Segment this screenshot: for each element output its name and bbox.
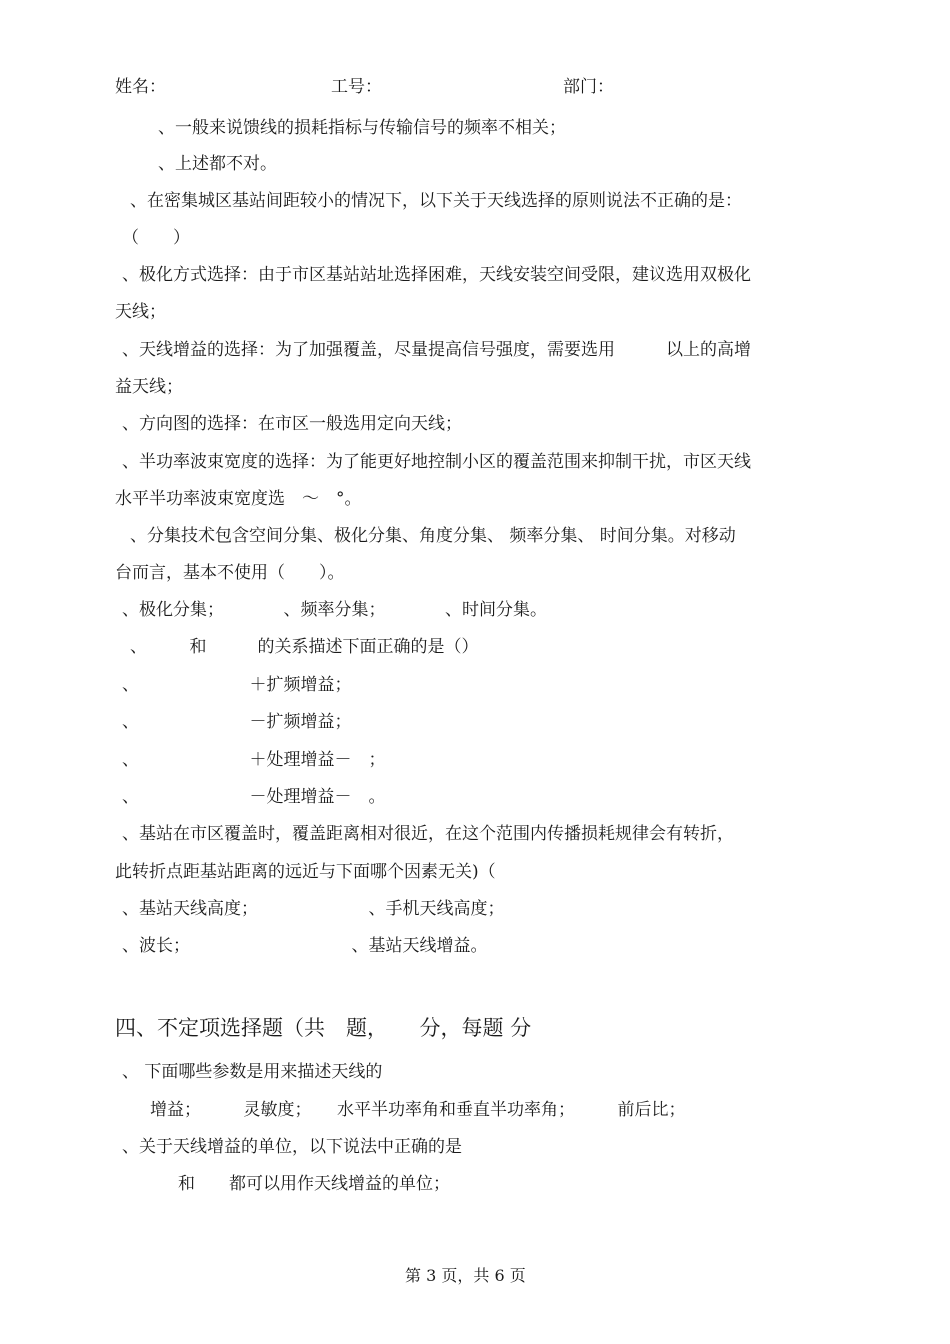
option-line: 、 ＋扩频增益；: [122, 675, 352, 695]
option-line: 、天线增益的选择：为了加强覆盖，尽量提高信号强度，需要选用 以上的高增: [122, 340, 751, 360]
text-line: 天线；: [115, 302, 166, 322]
option-line: 增益； 灵敏度； 水平半功率角和垂直半功率角； 前后比；: [150, 1100, 686, 1120]
text-line: 、上述都不对。: [158, 154, 277, 174]
option-line: 、波长； 、基站天线增益。: [122, 936, 488, 956]
option-line: 、极化方式选择：由于市区基站站址选择困难，天线安装空间受限，建议选用双极化: [122, 265, 751, 285]
text-line: （ ）: [122, 228, 190, 248]
text-line: 水平半功率波束宽度选 ～ °。: [115, 489, 362, 509]
question-line: 、关于天线增益的单位，以下说法中正确的是: [122, 1137, 462, 1157]
option-line: 、方向图的选择：在市区一般选用定向天线；: [122, 414, 462, 434]
question-line: 、分集技术包含空间分集、极化分集、角度分集、 频率分集、 时间分集。对移动: [130, 526, 736, 546]
question-line: 、基站在市区覆盖时，覆盖距离相对很近，在这个范围内传播损耗规律会有转折，: [122, 824, 734, 844]
option-line: 和 都可以用作天线增益的单位；: [178, 1174, 450, 1194]
text-line: 台而言，基本不使用（ ）。: [115, 563, 345, 583]
option-line: 、 －处理增益－ 。: [122, 787, 386, 807]
option-line: 、 ＋处理增益－ ；: [122, 750, 386, 770]
question-line: 、 和 的关系描述下面正确的是（）: [130, 637, 479, 657]
question-line: 、 下面哪些参数是用来描述天线的: [122, 1062, 383, 1082]
section-title: 四、不定项选择题（共 题， 分，每题 分: [115, 1016, 532, 1040]
option-line: 、半功率波束宽度的选择：为了能更好地控制小区的覆盖范围来抑制干扰，市区天线: [122, 452, 751, 472]
text-line: 此转折点距基站距离的远近与下面哪个因素无关)（: [115, 862, 496, 882]
question-line: 、在密集城区基站间距较小的情况下，以下关于天线选择的原则说法不正确的是：: [130, 191, 742, 211]
option-line: 、极化分集； 、频率分集； 、时间分集。: [122, 600, 547, 620]
header-dept-label: 部门：: [563, 77, 614, 97]
option-line: 、基站天线高度； 、手机天线高度；: [122, 899, 505, 919]
text-line: 、一般来说馈线的损耗指标与传输信号的频率不相关；: [158, 118, 566, 138]
text-line: 益天线；: [115, 377, 183, 397]
option-line: 、 －扩频增益；: [122, 712, 352, 732]
header-id-label: 工号：: [331, 77, 382, 97]
header-name-label: 姓名：: [115, 77, 166, 97]
page-footer: 第 3 页，共 6 页: [405, 1266, 526, 1285]
